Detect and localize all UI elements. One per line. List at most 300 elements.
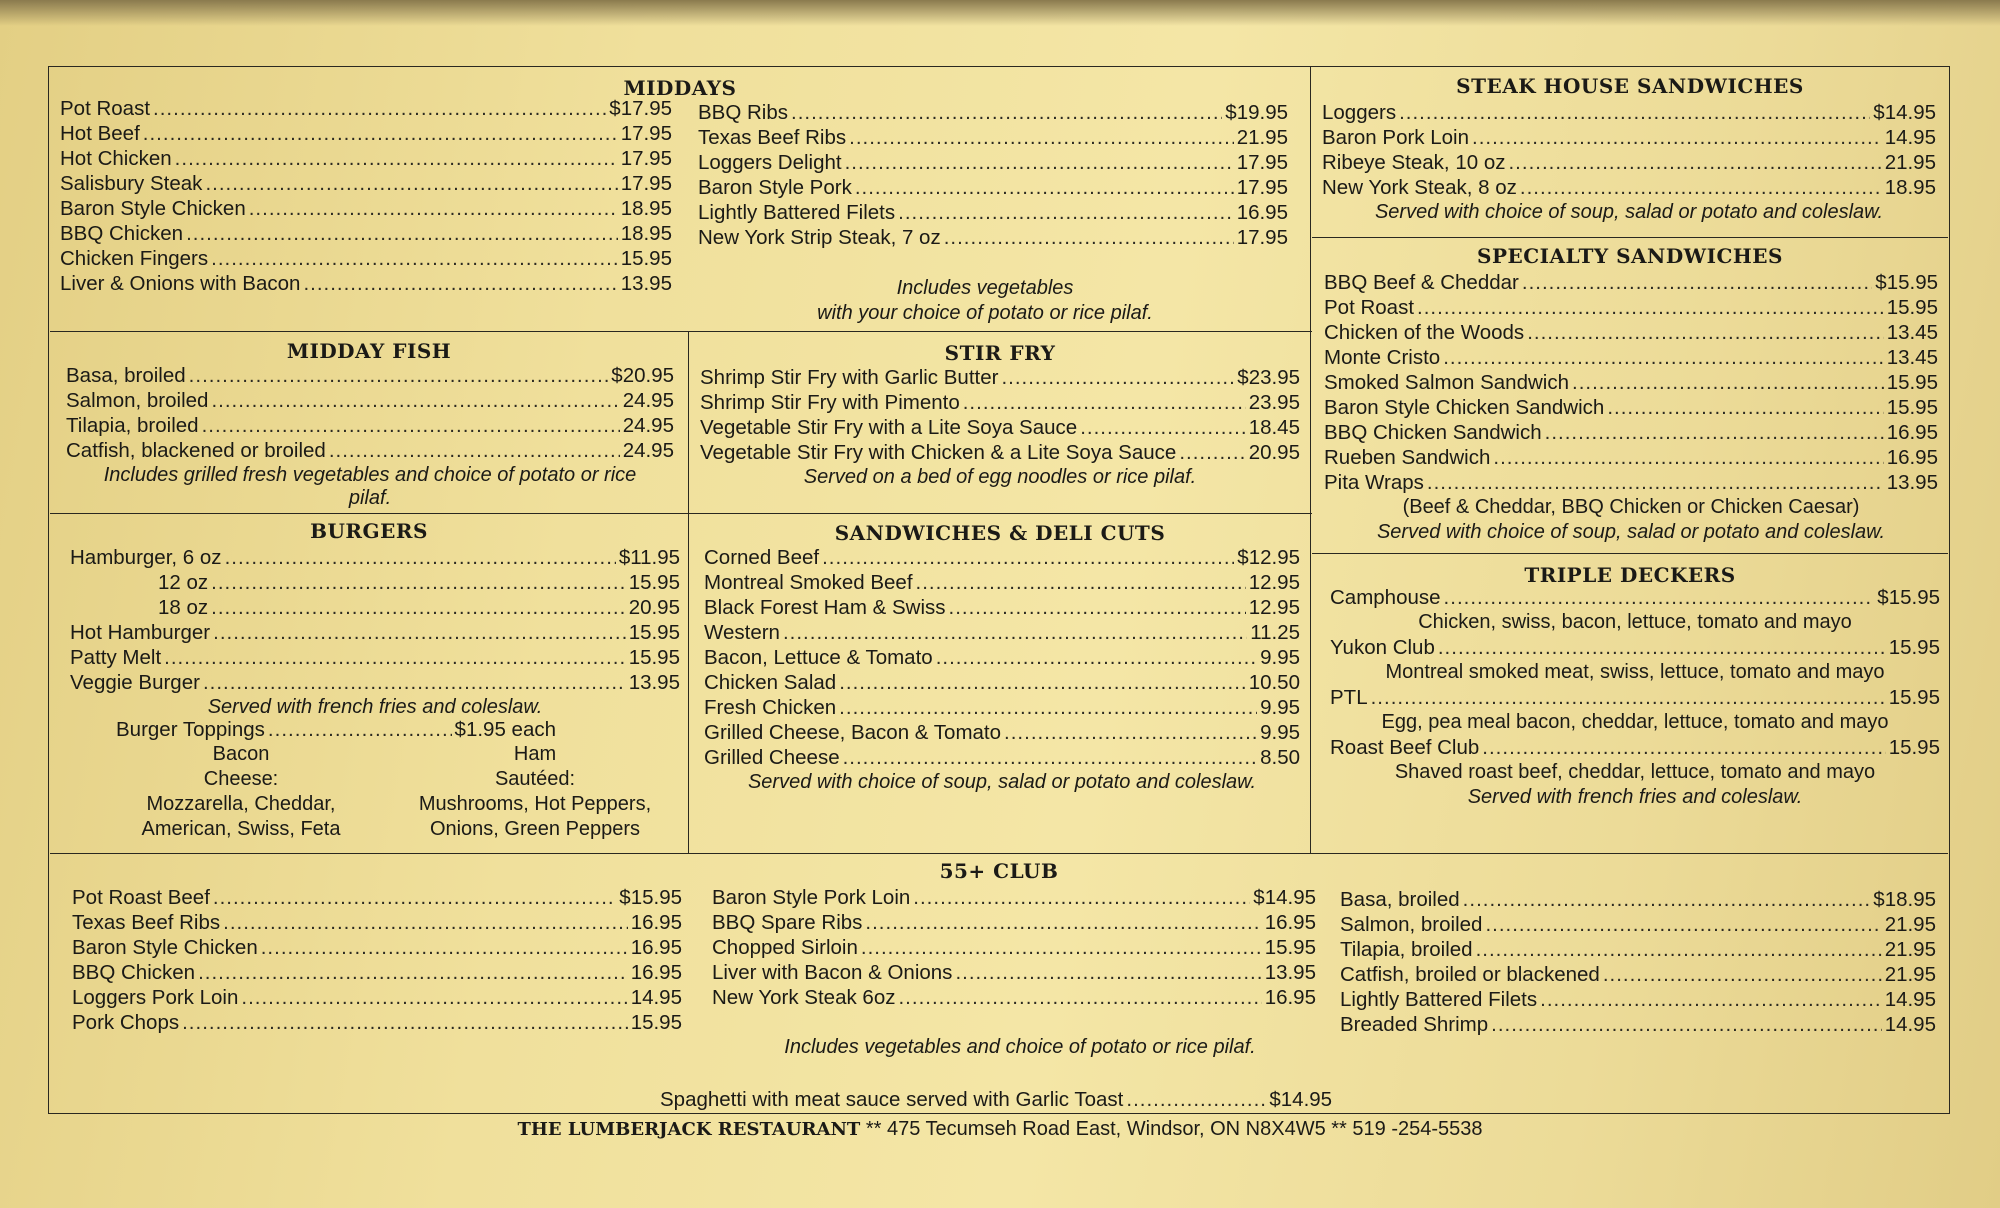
- stir-fry-list: [700, 365, 1300, 490]
- burgers-list: [70, 545, 680, 720]
- leader-dots: [1463, 887, 1871, 912]
- menu-item: [70, 570, 680, 595]
- item-price: 17.95: [1236, 226, 1288, 249]
- menu-item: [66, 388, 674, 413]
- item-price: 13.95: [1886, 471, 1938, 494]
- item-name: Lightly Battered Filets: [1340, 988, 1538, 1011]
- sauteed-options: Mushrooms, Hot Peppers,: [418, 793, 652, 815]
- leader-dots: [223, 910, 628, 935]
- item-name: Pot Roast: [60, 97, 151, 120]
- leader-dots: [225, 545, 616, 570]
- item-name: Liver & Onions with Bacon: [60, 272, 301, 295]
- item-price: $14.95: [1269, 1088, 1333, 1111]
- note-line: with your choice of potato or rice pilaf.: [817, 302, 1153, 324]
- topping-bacon: Bacon: [212, 743, 270, 765]
- table-edge-shadow: [0, 0, 2000, 26]
- item-name: Monte Cristo: [1324, 346, 1441, 369]
- menu-item: [700, 390, 1300, 415]
- topping-ham: Ham: [513, 743, 557, 765]
- leader-dots: [1438, 635, 1886, 660]
- item-name: Baron Style Chicken Sandwich: [1324, 396, 1605, 419]
- menu-item: [116, 717, 556, 742]
- leader-dots: [1080, 415, 1246, 440]
- section-title: TRIPLE DECKERS: [1524, 563, 1736, 587]
- restaurant-name: THE LUMBERJACK RESTAURANT: [517, 1119, 861, 1140]
- item-price: 18.95: [620, 197, 672, 220]
- item-price: 10.50: [1248, 671, 1300, 694]
- menu-item: [704, 545, 1300, 570]
- leader-dots: [1527, 320, 1884, 345]
- menu-item: [60, 246, 672, 271]
- leader-dots: [1444, 585, 1875, 610]
- item-name: Baron Style Chicken: [72, 936, 258, 959]
- leader-dots: [913, 885, 1250, 910]
- item-name: Pita Wraps: [1324, 471, 1424, 494]
- leader-dots: [303, 271, 617, 296]
- section-middays: [50, 66, 1310, 331]
- menu-item: [1330, 735, 1940, 760]
- steak-house-list: [1322, 100, 1936, 225]
- item-price: 16.95: [630, 961, 682, 984]
- item-price: $11.95: [618, 546, 680, 569]
- item-price: 20.95: [628, 596, 680, 619]
- item-name: Tilapia, broiled: [1340, 938, 1473, 961]
- section-title: STEAK HOUSE SANDWICHES: [1456, 74, 1804, 98]
- leader-dots: [182, 1010, 628, 1035]
- section-midday-fish: [50, 333, 688, 513]
- item-price: $17.95: [609, 97, 672, 120]
- item-price: 21.95: [1236, 126, 1288, 149]
- item-name: Chopped Sirloin: [712, 936, 858, 959]
- menu-item: [60, 96, 672, 121]
- item-name: BBQ Beef & Cheddar: [1324, 271, 1519, 294]
- item-name: Fresh Chicken: [704, 696, 837, 719]
- menu-item: [66, 438, 674, 463]
- leader-dots: [849, 125, 1234, 150]
- menu-item: [72, 960, 682, 985]
- divider: [50, 513, 1312, 514]
- item-price: 12.95: [1248, 596, 1300, 619]
- menu-item: [1324, 470, 1938, 495]
- menu-item: [60, 196, 672, 221]
- leader-dots: [1545, 420, 1884, 445]
- leader-dots: [205, 171, 617, 196]
- item-price: 18.45: [1248, 416, 1300, 439]
- menu-item: [660, 1087, 1420, 1112]
- cheese-options: Mozzarella, Cheddar,: [146, 793, 336, 815]
- item-price: 15.95: [1886, 371, 1938, 394]
- item-price: 13.45: [1886, 321, 1938, 344]
- divider: [50, 331, 1312, 332]
- item-name: Corned Beef: [704, 546, 820, 569]
- item-description: Chicken, swiss, bacon, lettuce, tomato and mayo: [1418, 611, 1852, 633]
- club55-col3: [1340, 887, 1936, 1037]
- section-burgers: [50, 515, 688, 853]
- leader-dots: [1179, 440, 1245, 465]
- item-price: 16.95: [630, 936, 682, 959]
- item-price: 14.95: [630, 986, 682, 1009]
- item-price: 18.95: [620, 222, 672, 245]
- leader-dots: [861, 935, 1262, 960]
- leader-dots: [1522, 270, 1872, 295]
- restaurant-address: 475 Tecumseh Road East, Windsor, ON N8X4W5: [886, 1118, 1326, 1140]
- menu-item: [1340, 887, 1936, 912]
- leader-dots: [1520, 175, 1882, 200]
- item-name: Roast Beef Club: [1330, 736, 1480, 759]
- toppings-right: [390, 742, 680, 842]
- menu-item: [1322, 150, 1936, 175]
- note-line: Served with choice of soup, salad or potato and coleslaw.: [747, 771, 1257, 793]
- item-name: Chicken Salad: [704, 671, 837, 694]
- item-price: 17.95: [620, 147, 672, 170]
- item-name: Bacon, Lettuce & Tomato: [704, 646, 933, 669]
- item-name: New York Steak, 8 oz: [1322, 176, 1517, 199]
- menu-item: [1322, 100, 1936, 125]
- section-sandwiches-deli: [690, 515, 1310, 853]
- item-name: Catfish, blackened or broiled: [66, 439, 326, 462]
- leader-dots: [213, 620, 626, 645]
- item-price: 9.95: [1260, 646, 1300, 669]
- item-price: $15.95: [1875, 271, 1938, 294]
- menu-item: [72, 985, 682, 1010]
- item-name: Baron Pork Loin: [1322, 126, 1470, 149]
- item-name: Baron Style Pork Loin: [712, 886, 911, 909]
- leader-dots: [186, 221, 618, 246]
- menu-item: [70, 620, 680, 645]
- section-title: BURGERS: [310, 519, 428, 543]
- item-name: Grilled Cheese, Bacon & Tomato: [704, 721, 1002, 744]
- item-price: 21.95: [1884, 938, 1936, 961]
- pita-wraps-options: (Beef & Cheddar, BBQ Chicken or Chicken Caesar): [1402, 496, 1860, 518]
- leader-dots: [1493, 445, 1883, 470]
- leader-dots: [822, 545, 1234, 570]
- leader-dots: [202, 413, 620, 438]
- item-name: Patty Melt: [70, 646, 162, 669]
- leader-dots: [898, 200, 1234, 225]
- menu-item: [704, 570, 1300, 595]
- item-price: 21.95: [1884, 963, 1936, 986]
- menu-item: [60, 121, 672, 146]
- leader-dots: [1399, 100, 1870, 125]
- item-name: Liver with Bacon & Onions: [712, 961, 953, 984]
- cheese-label: Cheese:: [203, 768, 279, 790]
- menu-item: [70, 670, 680, 695]
- menu-item: [712, 935, 1316, 960]
- item-price: $15.95: [619, 886, 682, 909]
- item-name: Loggers: [1322, 101, 1397, 124]
- note-line: Served with french fries and coleslaw.: [1467, 786, 1803, 808]
- menu-item: [1322, 175, 1936, 200]
- leader-dots: [936, 645, 1257, 670]
- item-price: $14.95: [1873, 101, 1936, 124]
- club55-col1: [72, 885, 682, 1035]
- leader-dots: [949, 595, 1246, 620]
- item-price: 21.95: [1884, 151, 1936, 174]
- leader-dots: [916, 570, 1246, 595]
- item-name: Grilled Cheese: [704, 746, 840, 769]
- middays-left-list: [60, 96, 672, 296]
- menu-item: [70, 595, 680, 620]
- note-line: Served on a bed of egg noodles or rice pilaf.: [803, 466, 1197, 488]
- item-name: Montreal Smoked Beef: [704, 571, 913, 594]
- leader-dots: [1607, 395, 1883, 420]
- item-price: 24.95: [622, 439, 674, 462]
- menu-item: [704, 620, 1300, 645]
- item-price: 16.95: [1236, 201, 1288, 224]
- section-steak-house: [1312, 66, 1948, 236]
- item-price: 16.95: [630, 911, 682, 934]
- leader-dots: [1482, 735, 1885, 760]
- item-name: Western: [704, 621, 780, 644]
- menu-item: [1330, 635, 1940, 660]
- section-title: 55+ CLUB: [939, 859, 1059, 883]
- leader-dots: [153, 96, 606, 121]
- menu-item: [60, 221, 672, 246]
- menu-item: [698, 200, 1288, 225]
- item-price: 14.95: [1884, 1013, 1936, 1036]
- leader-dots: [1001, 365, 1234, 390]
- item-name: PTL: [1330, 686, 1368, 709]
- leader-dots: [211, 246, 618, 271]
- section-title: MIDDAYS: [623, 76, 737, 100]
- section-triple-deckers: [1312, 555, 1948, 853]
- note-line: Includes vegetables and choice of potato or rice pilaf.: [784, 1036, 1256, 1058]
- leader-dots: [261, 935, 628, 960]
- item-name: Yukon Club: [1330, 636, 1435, 659]
- note-line: pilaf.: [348, 487, 392, 509]
- note-line: Served with french fries and coleslaw.: [207, 696, 543, 718]
- note-line: Served with choice of soup, salad or potato and coleslaw.: [1376, 521, 1886, 543]
- item-name: Baron Style Chicken: [60, 197, 246, 220]
- burger-toppings: [116, 717, 556, 742]
- item-name: Hot Hamburger: [70, 621, 211, 644]
- menu-item: [698, 225, 1288, 250]
- item-price: 9.95: [1260, 696, 1300, 719]
- item-name: New York Strip Steak, 7 oz: [698, 226, 941, 249]
- item-description: Shaved roast beef, cheddar, lettuce, tomato and mayo: [1394, 761, 1876, 783]
- divider: [688, 331, 689, 853]
- item-name: BBQ Spare Ribs: [712, 911, 863, 934]
- club55-note: [610, 1035, 1430, 1060]
- item-price: 21.95: [1884, 913, 1936, 936]
- menu-item: [1340, 962, 1936, 987]
- item-price: 15.95: [1886, 296, 1938, 319]
- item-price: $14.95: [1253, 886, 1316, 909]
- leader-dots: [898, 985, 1261, 1010]
- item-name: Basa, broiled: [66, 364, 186, 387]
- item-price: 16.95: [1264, 986, 1316, 1009]
- toppings-left: [96, 742, 386, 842]
- item-price: 20.95: [1248, 441, 1300, 464]
- item-name: BBQ Chicken Sandwich: [1324, 421, 1542, 444]
- leader-dots: [843, 745, 1258, 770]
- menu-item: [1322, 125, 1936, 150]
- menu-item: [1340, 1012, 1936, 1037]
- leader-dots: [143, 121, 618, 146]
- item-price: 24.95: [622, 414, 674, 437]
- item-price: 16.95: [1886, 446, 1938, 469]
- leader-dots: [241, 985, 627, 1010]
- item-name: Basa, broiled: [1340, 888, 1460, 911]
- item-name: Veggie Burger: [70, 671, 200, 694]
- menu-item: [70, 545, 680, 570]
- section-title: MIDDAY FISH: [286, 339, 452, 363]
- item-name: Rueben Sandwich: [1324, 446, 1491, 469]
- menu-item: [704, 720, 1300, 745]
- menu-item: [712, 985, 1316, 1010]
- item-price: 16.95: [1264, 911, 1316, 934]
- menu-item: [712, 910, 1316, 935]
- sauteed-label: Sautéed:: [494, 768, 576, 790]
- item-name: Salisbury Steak: [60, 172, 203, 195]
- menu-item: [712, 885, 1316, 910]
- item-name: Catfish, broiled or blackened: [1340, 963, 1600, 986]
- item-name: Ribeye Steak, 10 oz: [1322, 151, 1506, 174]
- item-description: Egg, pea meal bacon, cheddar, lettuce, tomato and mayo: [1381, 711, 1889, 733]
- menu-item: [700, 415, 1300, 440]
- menu-item: [1330, 685, 1940, 710]
- menu-item: [1340, 937, 1936, 962]
- section-title: SPECIALTY SANDWICHES: [1477, 244, 1783, 268]
- item-name: Loggers Pork Loin: [72, 986, 239, 1009]
- menu-item: [1324, 295, 1938, 320]
- leader-dots: [791, 100, 1222, 125]
- menu-item: [1324, 345, 1938, 370]
- item-price: 13.45: [1886, 346, 1938, 369]
- club55-col2: [712, 885, 1316, 1010]
- item-name: Pork Chops: [72, 1011, 180, 1034]
- menu-item: [1324, 420, 1938, 445]
- sauteed-options: Onions, Green Peppers: [429, 818, 641, 840]
- specialty-list: [1324, 270, 1938, 545]
- menu-item: [1340, 987, 1936, 1012]
- item-price: 17.95: [1236, 151, 1288, 174]
- menu-item: [698, 175, 1288, 200]
- item-name: Texas Beef Ribs: [72, 911, 221, 934]
- item-price: 11.25: [1250, 621, 1300, 644]
- item-price: 15.95: [628, 621, 680, 644]
- menu-item: [698, 100, 1288, 125]
- leader-dots: [1485, 912, 1881, 937]
- menu-item: [1324, 270, 1938, 295]
- separator: **: [860, 1118, 887, 1140]
- menu-item: [704, 645, 1300, 670]
- leader-dots: [249, 196, 618, 221]
- leader-dots: [175, 146, 618, 171]
- sandwiches-deli-list: [704, 545, 1300, 795]
- item-name: Hot Beef: [60, 122, 140, 145]
- menu-item: [712, 960, 1316, 985]
- menu-item: [698, 150, 1288, 175]
- leader-dots: [164, 645, 626, 670]
- item-price: 16.95: [1886, 421, 1938, 444]
- divider: [50, 853, 1948, 854]
- leader-dots: [268, 717, 452, 742]
- divider: [1310, 66, 1311, 853]
- section-title: STIR FRY: [944, 341, 1056, 365]
- note-line: Includes grilled fresh vegetables and choice of potato or rice: [103, 464, 637, 486]
- leader-dots: [189, 363, 609, 388]
- menu-item: [704, 595, 1300, 620]
- separator: **: [1325, 1118, 1353, 1140]
- item-name: Shrimp Stir Fry with Pimento: [700, 391, 960, 414]
- item-price: 14.95: [1884, 126, 1936, 149]
- spaghetti-item: [660, 1087, 1420, 1112]
- item-price: 15.95: [628, 646, 680, 669]
- item-name: Smoked Salmon Sandwich: [1324, 371, 1569, 394]
- menu-item: [1324, 370, 1938, 395]
- leader-dots: [1004, 720, 1257, 745]
- leader-dots: [1491, 1012, 1882, 1037]
- item-name: Baron Style Pork: [698, 176, 852, 199]
- item-name: BBQ Chicken: [72, 961, 196, 984]
- leader-dots: [845, 150, 1234, 175]
- leader-dots: [783, 620, 1247, 645]
- item-price: 15.95: [1264, 936, 1316, 959]
- leader-dots: [1371, 685, 1886, 710]
- menu-item: [704, 745, 1300, 770]
- leader-dots: [963, 390, 1246, 415]
- item-name: 18 oz: [158, 596, 209, 619]
- item-name: 12 oz: [158, 571, 209, 594]
- leader-dots: [1427, 470, 1884, 495]
- leader-dots: [865, 910, 1261, 935]
- menu-item: [700, 365, 1300, 390]
- restaurant-footer: [0, 1118, 2000, 1141]
- item-price: $20.95: [611, 364, 674, 387]
- leader-dots: [211, 388, 619, 413]
- leader-dots: [944, 225, 1234, 250]
- menu-item: [72, 935, 682, 960]
- item-name: Chicken Fingers: [60, 247, 209, 270]
- item-name: Pot Roast: [1324, 296, 1415, 319]
- item-price: $18.95: [1873, 888, 1936, 911]
- item-name: Spaghetti with meat sauce served with Garlic Toast: [660, 1088, 1124, 1111]
- menu-item: [70, 645, 680, 670]
- item-name: Shrimp Stir Fry with Garlic Butter: [700, 366, 999, 389]
- item-price: $19.95: [1225, 101, 1288, 124]
- leader-dots: [1472, 125, 1882, 150]
- leader-dots: [1476, 937, 1882, 962]
- menu-item: [60, 271, 672, 296]
- section-55-club: [50, 855, 1948, 1112]
- item-price: 15.95: [1888, 636, 1940, 659]
- item-price: 12.95: [1248, 571, 1300, 594]
- item-price: $1.95 each: [454, 718, 556, 741]
- leader-dots: [1126, 1087, 1266, 1112]
- divider: [1312, 553, 1948, 554]
- item-price: $23.95: [1237, 366, 1300, 389]
- item-price: 18.95: [1884, 176, 1936, 199]
- section-specialty: [1312, 238, 1948, 552]
- item-name: Burger Toppings: [116, 718, 265, 741]
- item-name: Breaded Shrimp: [1340, 1013, 1489, 1036]
- item-price: 23.95: [1248, 391, 1300, 414]
- leader-dots: [213, 885, 616, 910]
- item-price: 15.95: [628, 571, 680, 594]
- menu-item: [1324, 320, 1938, 345]
- menu-item: [700, 440, 1300, 465]
- midday-fish-list: [66, 363, 674, 508]
- item-name: New York Steak 6oz: [712, 986, 896, 1009]
- item-name: BBQ Ribs: [698, 101, 788, 124]
- menu-item: [60, 146, 672, 171]
- item-price: $12.95: [1237, 546, 1300, 569]
- item-price: 15.95: [1886, 396, 1938, 419]
- item-name: Black Forest Ham & Swiss: [704, 596, 946, 619]
- item-price: 15.95: [630, 1011, 682, 1034]
- item-name: Texas Beef Ribs: [698, 126, 847, 149]
